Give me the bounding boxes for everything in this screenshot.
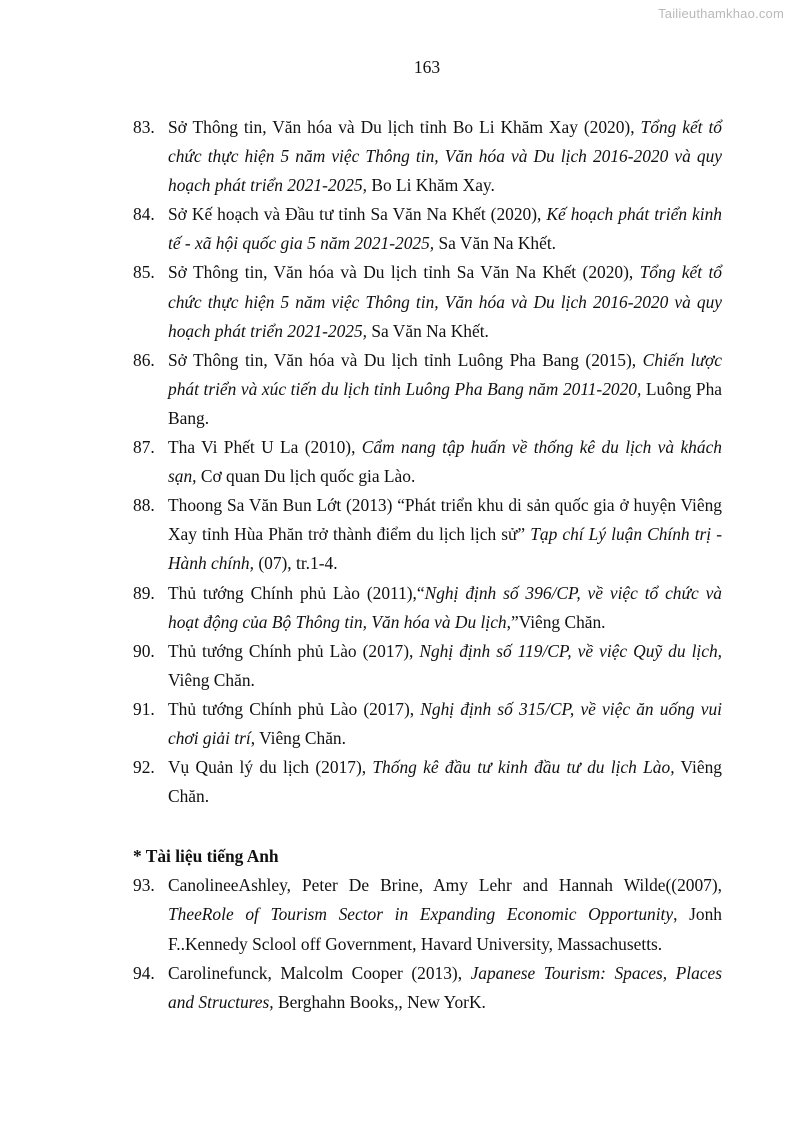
reference-entry xyxy=(133,637,722,695)
reference-number: 85. xyxy=(133,262,155,283)
reference-number: 92. xyxy=(133,757,155,778)
reference-text: Luông Pha Bang. xyxy=(168,378,723,428)
reference-entry xyxy=(133,258,722,345)
reference-entry xyxy=(133,695,722,753)
reference-title: Cẩm nang tập huấn về thống kê du lịch và khách sạn, xyxy=(168,437,722,487)
reference-entry xyxy=(133,491,722,578)
reference-title: Nghị định số 315/CP, về việc ăn uống vui chơi giải trí xyxy=(168,698,722,748)
reference-text: Sở Kế hoạch và Đầu tư tỉnh Sa Văn Na Khết (2020), xyxy=(168,204,547,225)
reference-text: Sa Văn Na Khết. xyxy=(367,320,489,341)
reference-text: Thủ tướng Chính phủ Lào (2011),“ xyxy=(168,582,425,603)
reference-title: Chiến lược phát triển và xúc tiến du lịch tỉnh Luông Pha Bang năm 2011-2020, xyxy=(168,349,722,399)
reference-title: TheeRole of Tourism Sector in Expanding Economic Opportunity xyxy=(168,904,674,925)
reference-entry xyxy=(133,346,722,433)
reference-entry xyxy=(133,113,722,200)
reference-number: 84. xyxy=(133,204,155,225)
vietnamese-references xyxy=(133,113,722,811)
reference-text: Bo Li Khăm Xay. xyxy=(367,175,495,196)
reference-entry xyxy=(133,433,722,491)
reference-number: 87. xyxy=(133,437,155,458)
reference-text: Thủ tướng Chính phủ Lào (2017), xyxy=(168,698,421,719)
page-number: 163 xyxy=(413,57,441,77)
reference-text: Viêng Chăn. xyxy=(168,669,255,690)
reference-text: Sở Thông tin, Văn hóa và Du lịch tỉnh Luông Pha Bang (2015), xyxy=(168,349,643,370)
section-heading-english: * Tài liệu tiếng Anh xyxy=(133,846,279,867)
reference-title: Tổng kết tổ chức thực hiện 5 năm việc Thông tin, Văn hóa và Du lịch 2016-2020 và quy hoạch phát triển 2021-2025, xyxy=(168,117,722,196)
reference-title: Japanese Tourism: Spaces, Places and Structures, xyxy=(168,962,722,1012)
reference-text: , Viêng Chăn. xyxy=(250,727,346,748)
reference-title: Nghị định số 119/CP, về việc Quỹ du lịch, xyxy=(419,640,722,661)
reference-number: 90. xyxy=(133,640,155,661)
reference-text: Carolinefunck, Malcolm Cooper (2013), xyxy=(168,962,471,983)
reference-number: 86. xyxy=(133,349,155,370)
reference-title: Tổng kết tổ chức thực hiện 5 năm việc Thông tin, Văn hóa và Du lịch 2016-2020 và quy hoạch phát triển 2021-2025, xyxy=(168,262,722,341)
reference-text: Berghahn Books,, New YorK. xyxy=(273,991,486,1012)
reference-title: Nghị định số 396/CP, về việc tổ chức và hoạt động của Bộ Thông tin, Văn hóa và Du lịch xyxy=(168,582,722,632)
reference-number: 88. xyxy=(133,495,155,516)
reference-number: 83. xyxy=(133,117,155,137)
watermark: Tailieuthamkhao.com xyxy=(658,6,784,21)
reference-text: ,”Viêng Chăn. xyxy=(506,611,606,632)
reference-text: Sở Thông tin, Văn hóa và Du lịch tỉnh Sa Văn Na Khết (2020), xyxy=(168,262,640,283)
reference-list xyxy=(133,113,722,1017)
reference-text: Sở Thông tin, Văn hóa và Du lịch tỉnh Bo Li Khăm Xay (2020), xyxy=(168,117,641,137)
reference-text: Cơ quan Du lịch quốc gia Lào. xyxy=(196,466,416,487)
reference-title: Thống kê đầu tư kinh đầu tư du lịch Lào, xyxy=(372,757,675,778)
reference-text: , Jonh F..Kennedy Sclool off Government, Havard University, Massachusetts. xyxy=(168,904,722,954)
reference-text: Thoong Sa Văn Bun Lớt (2013) “Phát triển khu di sản quốc gia ở huyện Viêng Xay tỉnh Hùa Phăn trở thành điểm du lịch lịch sử” xyxy=(168,495,722,545)
reference-text: Vụ Quản lý du lịch (2017), xyxy=(168,757,373,778)
reference-entry xyxy=(133,959,722,1017)
reference-text: CanolineeAshley, Peter De Brine, Amy Lehr and Hannah Wilde((2007), xyxy=(168,875,722,896)
reference-text: Thủ tướng Chính phủ Lào (2017), xyxy=(168,640,420,661)
english-references xyxy=(133,871,722,1016)
reference-entry xyxy=(133,753,722,811)
reference-title: Kế hoạch phát triển kinh tế - xã hội quốc gia 5 năm 2021-2025, xyxy=(168,204,722,254)
reference-number: 89. xyxy=(133,582,155,603)
reference-text: Viêng Chăn. xyxy=(168,757,722,807)
reference-number: 93. xyxy=(133,875,155,896)
reference-text: Tha Vi Phết U La (2010), xyxy=(168,437,362,458)
reference-entry xyxy=(133,579,722,637)
reference-number: 91. xyxy=(133,698,155,719)
reference-text: Sa Văn Na Khết. xyxy=(434,233,557,254)
reference-number: 94. xyxy=(133,962,155,983)
reference-title: Tạp chí Lý luận Chính trị - Hành chính, xyxy=(168,524,722,574)
reference-entry xyxy=(133,200,722,258)
reference-entry xyxy=(133,871,722,958)
reference-text: (07), tr.1-4. xyxy=(253,553,338,574)
